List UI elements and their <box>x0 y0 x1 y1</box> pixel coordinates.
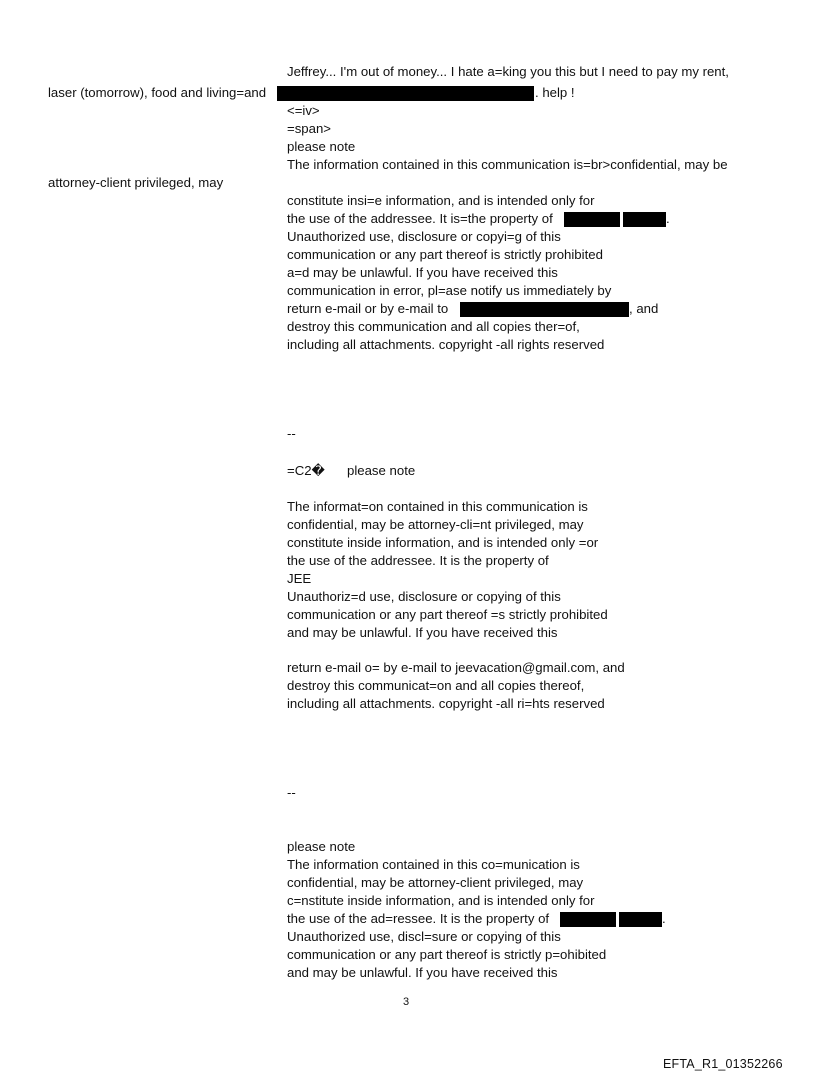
disclaimer-line: . <box>666 211 670 226</box>
email-body-line: laser (tomorrow), food and living=and <box>48 85 267 100</box>
disclaimer-line: confidential, may be attorney-cli=nt privileged, may <box>287 517 584 532</box>
disclaimer-line: The informat=on contained in this communication is <box>287 499 588 514</box>
disclaimer-line: constitute inside information, and is intended only =or <box>287 535 599 550</box>
email-body-line: Jeffrey... I'm out of money... I hate a=king you this but I need to pay my rent, <box>287 64 729 79</box>
separator: -- <box>287 426 296 441</box>
disclaimer-heading: please note <box>287 139 356 154</box>
redaction-bar <box>560 912 616 927</box>
disclaimer-line: communication or any part thereof is strictly p=ohibited <box>287 947 607 962</box>
disclaimer-line: Unauthorized use, disclosure or copyi=g of this <box>287 229 561 244</box>
disclaimer-line: return e-mail o= by e-mail to jeevacation@gmail.com, and <box>287 660 625 675</box>
disclaimer-line: return e-mail or by e-mail to <box>287 301 449 316</box>
markup-residue-line: <=iv> <box>287 103 320 118</box>
redaction-bar <box>460 302 629 317</box>
disclaimer-line: constitute insi=e information, and is intended only for <box>287 193 595 208</box>
disclaimer-line: a=d may be unlawful. If you have received this <box>287 265 558 280</box>
document-id: EFTA_R1_01352266 <box>663 1057 783 1071</box>
disclaimer-line: the use of the ad=ressee. It is the property of <box>287 911 550 926</box>
disclaimer-line: destroy this communicat=on and all copies thereof, <box>287 678 585 693</box>
disclaimer-line: including all attachments. copyright -all rights reserved <box>287 337 605 352</box>
disclaimer-line: The information contained in this co=munication is <box>287 857 580 872</box>
disclaimer-line: . <box>662 911 666 926</box>
disclaimer-line: The information contained in this communication is=br>confidential, may be <box>287 157 728 172</box>
email-body-line: . help ! <box>535 85 575 100</box>
disclaimer-line: JEE <box>287 571 312 586</box>
redaction-bar <box>623 212 666 227</box>
redaction-bar <box>277 86 534 101</box>
disclaimer-line: and may be unlawful. If you have received this <box>287 965 558 980</box>
disclaimer-line: Unauthoriz=d use, disclosure or copying of this <box>287 589 561 604</box>
page-number: 3 <box>403 996 410 1008</box>
markup-residue-line: =span> <box>287 121 331 136</box>
encoding-residue: =C2� <box>287 463 326 478</box>
disclaimer-line: and may be unlawful. If you have received this <box>287 625 558 640</box>
disclaimer-line: communication or any part thereof is strictly prohibited <box>287 247 603 262</box>
disclaimer-line: c=nstitute inside information, and is intended only for <box>287 893 595 908</box>
disclaimer-line: confidential, may be attorney-client privileged, may <box>287 875 584 890</box>
disclaimer-line: including all attachments. copyright -all ri=hts reserved <box>287 696 605 711</box>
disclaimer-line: communication or any part thereof =s strictly prohibited <box>287 607 608 622</box>
disclaimer-heading: please note <box>347 463 416 478</box>
disclaimer-heading: please note <box>287 839 356 854</box>
redaction-bar <box>564 212 620 227</box>
disclaimer-line: destroy this communication and all copies ther=of, <box>287 319 580 334</box>
redaction-bar <box>619 912 662 927</box>
disclaimer-line: attorney-client privileged, may <box>48 175 224 190</box>
separator: -- <box>287 785 296 800</box>
disclaimer-line: communication in error, pl=ase notify us immediately by <box>287 283 612 298</box>
disclaimer-line: the use of the addressee. It is the property of <box>287 553 549 568</box>
disclaimer-line: Unauthorized use, discl=sure or copying of this <box>287 929 561 944</box>
disclaimer-line: , and <box>629 301 659 316</box>
disclaimer-line: the use of the addressee. It is=the property of <box>287 211 553 226</box>
